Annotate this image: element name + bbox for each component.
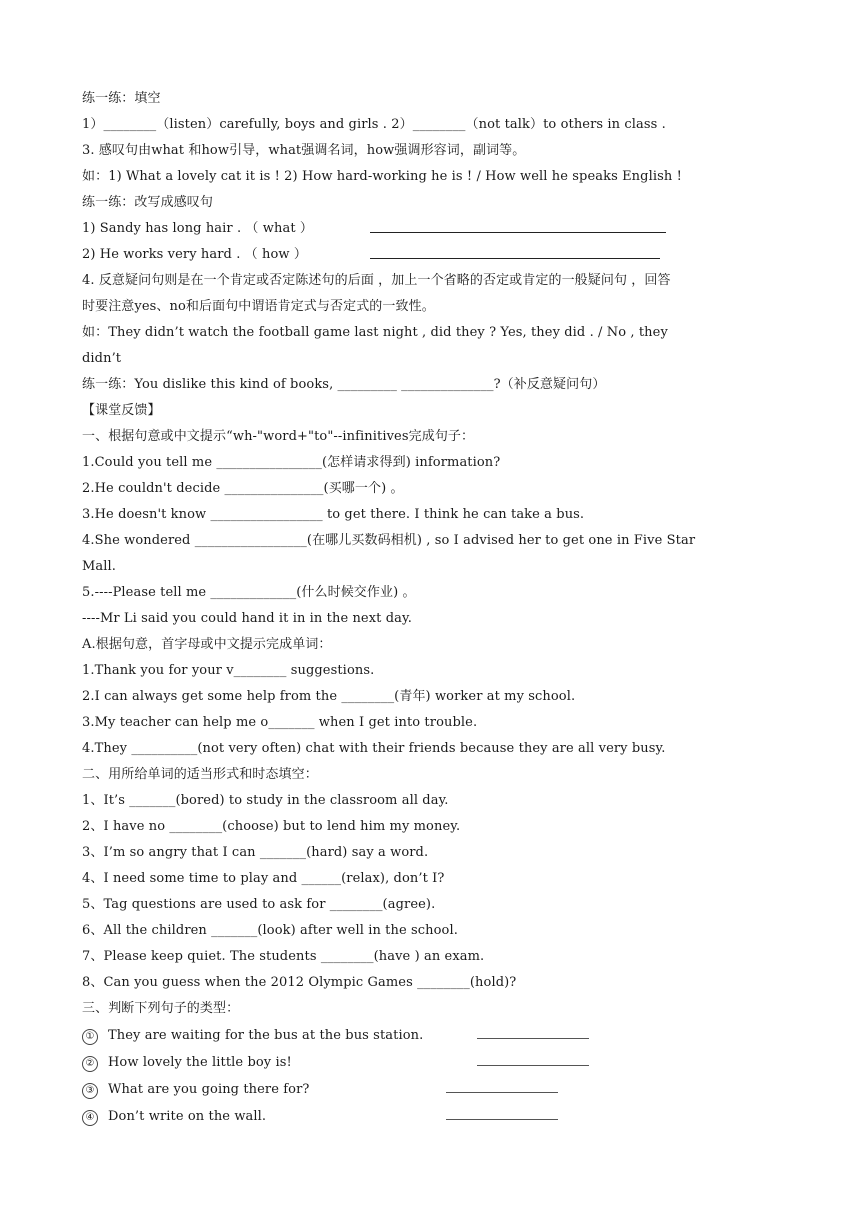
sa-item-3: 3.My teacher can help me o_______ when I get into trouble.	[82, 715, 478, 730]
s2-item-8: 8、Can you guess when the 2012 Olympic Games ________(hold)?	[82, 975, 517, 990]
rewrite-item-2-text: 2) He works very hard . （ how ）	[82, 247, 307, 262]
s1-item-5: 5.----Please tell me _____________(什么时候交作业) 。	[82, 585, 416, 600]
answer-line	[477, 1065, 589, 1066]
fill-blank-line: 1）________（listen）carefully, boys and girls . 2）________（not talk）to others in class .	[82, 117, 666, 132]
sa-item-1: 1.Thank you for your v________ suggestions.	[82, 663, 375, 678]
s2-item-3: 3、I’m so angry that I can _______(hard) say a word.	[82, 845, 429, 860]
rewrite-item-1	[82, 216, 782, 242]
answer-line	[370, 258, 660, 259]
s1-item-3: 3.He doesn't know _________________ to get there. I think he can take a bus.	[82, 507, 585, 522]
s1-item-5-reply: ----Mr Li said you could hand it in in the next day.	[82, 611, 412, 626]
s2-item-2: 2、I have no ________(choose) but to lend him my money.	[82, 819, 461, 834]
s3-item-2	[82, 1049, 782, 1076]
s3-item-3	[82, 1076, 782, 1103]
tag-question-rule-2: 时要注意yes、no和后面句中谓语肯定式与否定式的一致性。	[82, 299, 435, 314]
tag-question-example-cont: didn’t	[82, 351, 122, 366]
s3-item-3-text: What are you going there for?	[108, 1082, 310, 1097]
sa-item-2: 2.I can always get some help from the ________(青年) worker at my school.	[82, 689, 576, 704]
s2-item-7: 7、Please keep quiet. The students ________(have ) an exam.	[82, 949, 485, 964]
tag-question-practice: 练一练：You dislike this kind of books, _________ ______________?（补反意疑问句）	[82, 377, 606, 392]
worksheet	[82, 86, 782, 1130]
section-three-heading: 三、判断下列句子的类型：	[82, 1001, 240, 1016]
s3-item-1-text: They are waiting for the bus at the bus station.	[108, 1028, 424, 1043]
rewrite-item-1-text: 1) Sandy has long hair . （ what ）	[82, 221, 313, 236]
section-two-heading: 二、用所给单词的适当形式和时态填空：	[82, 767, 318, 782]
answer-line	[370, 232, 666, 233]
circled-number: ②	[82, 1056, 98, 1072]
s3-item-4-text: Don’t write on the wall.	[108, 1109, 267, 1124]
s3-item-4	[82, 1103, 782, 1130]
practice-fill-heading: 练一练：填空	[82, 91, 161, 106]
s2-item-6: 6、All the children _______(look) after well in the school.	[82, 923, 458, 938]
tag-question-rule-1: 4. 反意疑问句则是在一个肯定或否定陈述句的后面 ，加上一个省略的否定或肯定的一般疑问句 ，回答	[82, 273, 671, 288]
practice-rewrite-heading: 练一练：改写成感叹句	[82, 195, 214, 210]
s1-item-2: 2.He couldn't decide _______________(买哪一个) 。	[82, 481, 404, 496]
circled-number: ④	[82, 1110, 98, 1126]
section-one-heading: 一、根据句意或中文提示“wh-"word+"to"--infinitives完成句子：	[82, 429, 475, 444]
s2-item-1: 1、It’s _______(bored) to study in the classroom all day.	[82, 793, 449, 808]
circled-number: ③	[82, 1083, 98, 1099]
answer-line	[477, 1038, 589, 1039]
rewrite-item-2	[82, 242, 782, 268]
answer-line	[446, 1119, 558, 1120]
s3-item-1	[82, 1022, 782, 1049]
answer-line	[446, 1092, 558, 1093]
s3-item-2-text: How lovely the little boy is!	[108, 1055, 292, 1070]
s1-item-4: 4.She wondered _________________(在哪儿买数码相机) , so I advised her to get one in Five Star	[82, 533, 696, 548]
s1-item-1: 1.Could you tell me ________________(怎样请求得到) information?	[82, 455, 501, 470]
section-a-heading: A.根据句意，首字母或中文提示完成单词：	[82, 637, 332, 652]
exclamation-rule: 3. 感叹句由what 和how引导，what强调名词，how强调形容词，副词等。	[82, 143, 526, 158]
s2-item-5: 5、Tag questions are used to ask for ________(agree).	[82, 897, 436, 912]
sa-item-4: 4.They __________(not very often) chat with their friends because they are all very busy.	[82, 741, 666, 756]
s2-item-4: 4、I need some time to play and ______(relax), don’t I?	[82, 871, 445, 886]
s1-item-4-cont: Mall.	[82, 559, 117, 574]
tag-question-example: 如：They didn’t watch the football game last night , did they ? Yes, they did . / No , they	[82, 325, 668, 340]
exclamation-examples: 如：1) What a lovely cat it is ! 2) How hard-working he is ! / How well he speaks English !	[82, 169, 682, 184]
circled-number: ①	[82, 1029, 98, 1045]
class-feedback-heading: 【课堂反馈】	[82, 403, 161, 418]
